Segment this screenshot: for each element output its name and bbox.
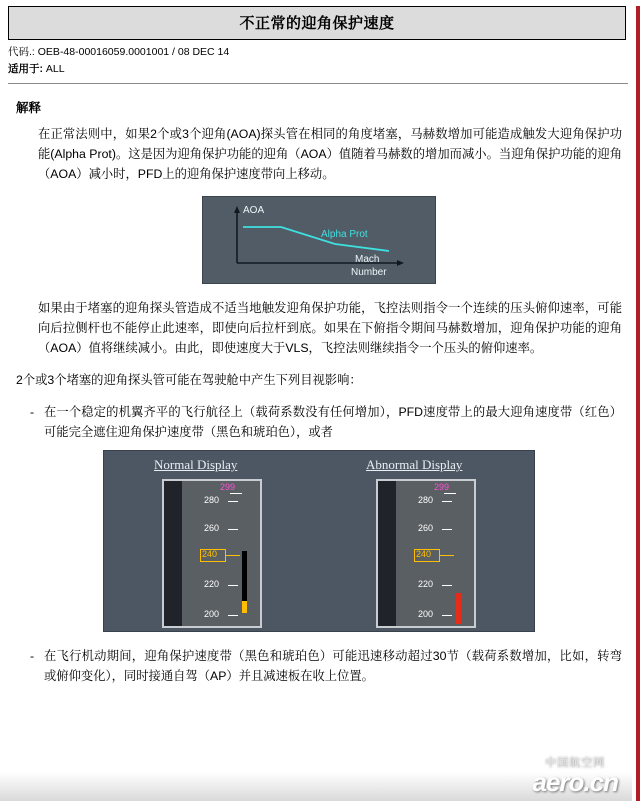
pfd-normal-vls-band [242,601,247,613]
figure1-curve-label: Alpha Prot [321,229,368,240]
pfd-normal-tick-label-200: 200 [204,609,220,619]
pfd-normal [162,479,262,628]
pfd-abnormal-tick-label-280: 280 [418,495,434,505]
pfd-normal-selected-speed: 240 [202,549,218,559]
figure-pfd-wrapper [16,450,622,632]
pfd-abnormal-tick-top [444,493,456,494]
list-item-2-text: 在飞行机动期间，迎角保护速度带（黑色和琥珀色）可能迅速移动超过30节（载荷系数增加，比如，转弯或俯仰变化），同时接通自驾（AP）并且减速板在收上位置。 [44,649,622,683]
pfd-normal-tick-220 [228,585,238,586]
pfd-abnormal-tick-200 [442,615,452,616]
figure1-y-axis-label: AOA [243,205,265,216]
pfd-abnormal-magenta-speed: 299 [434,482,450,492]
pfd-abnormal-tick-220 [442,585,452,586]
list-item-1-text: 在一个稳定的机翼齐平的飞行航径上（载荷系数没有任何增加），PFD速度带上的最大迎角速度带（红色）可能完全遮住迎角保护速度带（黑色和琥珀色），或者 [44,405,622,439]
pfd-normal-tick-label-260: 260 [204,523,220,533]
meta-applicable-row [8,62,636,77]
pfd-abnormal [376,479,476,628]
list-item-1 [16,402,622,442]
pfd-abnormal-tick-280 [442,501,452,502]
watermark-logo [533,769,619,795]
pfd-normal-magenta-speed: 299 [220,482,236,492]
code-value: OEB-48-00016059.0001001 / 08 DEC 14 [37,46,230,58]
applicable-value: ALL [45,63,65,75]
figure2-caption-right: Abnormal Display [366,457,463,472]
pfd-abnormal-tick-label-220: 220 [418,579,434,589]
page-title: 不正常的迎角保护速度 [239,15,395,32]
pfd-normal-tick-label-280: 280 [204,495,220,505]
applicable-label: 适用于: [8,63,43,75]
page-title-bar [8,6,626,40]
list-item-2 [16,646,622,686]
pfd-abnormal-tick-240 [440,555,454,556]
code-label: 代码.: [8,46,35,58]
watermark-cn-text: 中国航空网 [545,757,606,769]
document-meta [8,45,636,77]
watermark-logo-text: aero [532,767,584,797]
figure1-x-axis-label-line1: Mach [355,254,380,265]
figure-aoa-mach [202,196,436,284]
pfd-abnormal-tick-260 [442,529,452,530]
pfd-normal-tick-280 [228,501,238,502]
pfd-normal-tick-260 [228,529,238,530]
paragraph-1: 在正常法则中，如果2个或3个迎角(AOA)探头管在相同的角度堵塞，马赫数增加可能造成触发大迎角保护功能(Alpha Prot)。这是因为迎角保护功能的迎角（AOA）值随着马赫数的增加而减小。当迎角保护功能的迎角（AOA）减小时，PFD上的迎角保护速度带向上移动。 [38,127,622,181]
pfd-normal-tick-240 [226,555,240,556]
pfd-abnormal-alpha-max-band [456,593,461,624]
watermark-logo-suffix: .cn [583,767,618,797]
pfd-normal-tick-top [230,493,242,494]
document-page [0,6,640,801]
pfd-normal-tick-label-220: 220 [204,579,220,589]
section-heading: 解释 [16,101,42,115]
figure-aoa-mach-wrapper [16,196,622,284]
figure1-x-axis-label-line2: Number [351,267,387,278]
watermark [533,758,619,795]
pfd-abnormal-selected-speed: 240 [416,549,432,559]
figure2-caption-left: Normal Display [154,457,238,472]
pfd-normal-tick-200 [228,615,238,616]
meta-code-row [8,45,636,60]
pfd-abnormal-tick-label-260: 260 [418,523,434,533]
figure-pfd [103,450,535,632]
paragraph-2: 如果由于堵塞的迎角探头管造成不适当地触发迎角保护功能，飞控法则指令一个连续的压头俯仰速率，可能向后拉侧杆也不能停止此速率，即使向后拉杆到底。如果在下俯指令期间马赫数增加，迎角保护功能的迎角（AOA）值将继续减小。由此，即使速度大于VLS，飞控法则继续指令一个压头的俯仰速率。 [38,301,622,355]
list-item-2-marker: - [30,649,35,663]
paragraph-3: 2个或3个堵塞的迎角探头管可能在驾驶舱中产生下列目视影响： [16,373,362,387]
document-body [0,84,636,686]
list-item-1-marker: - [30,405,35,419]
aoa-mach-svg [203,197,435,283]
pfd-abnormal-tick-label-200: 200 [418,609,434,619]
